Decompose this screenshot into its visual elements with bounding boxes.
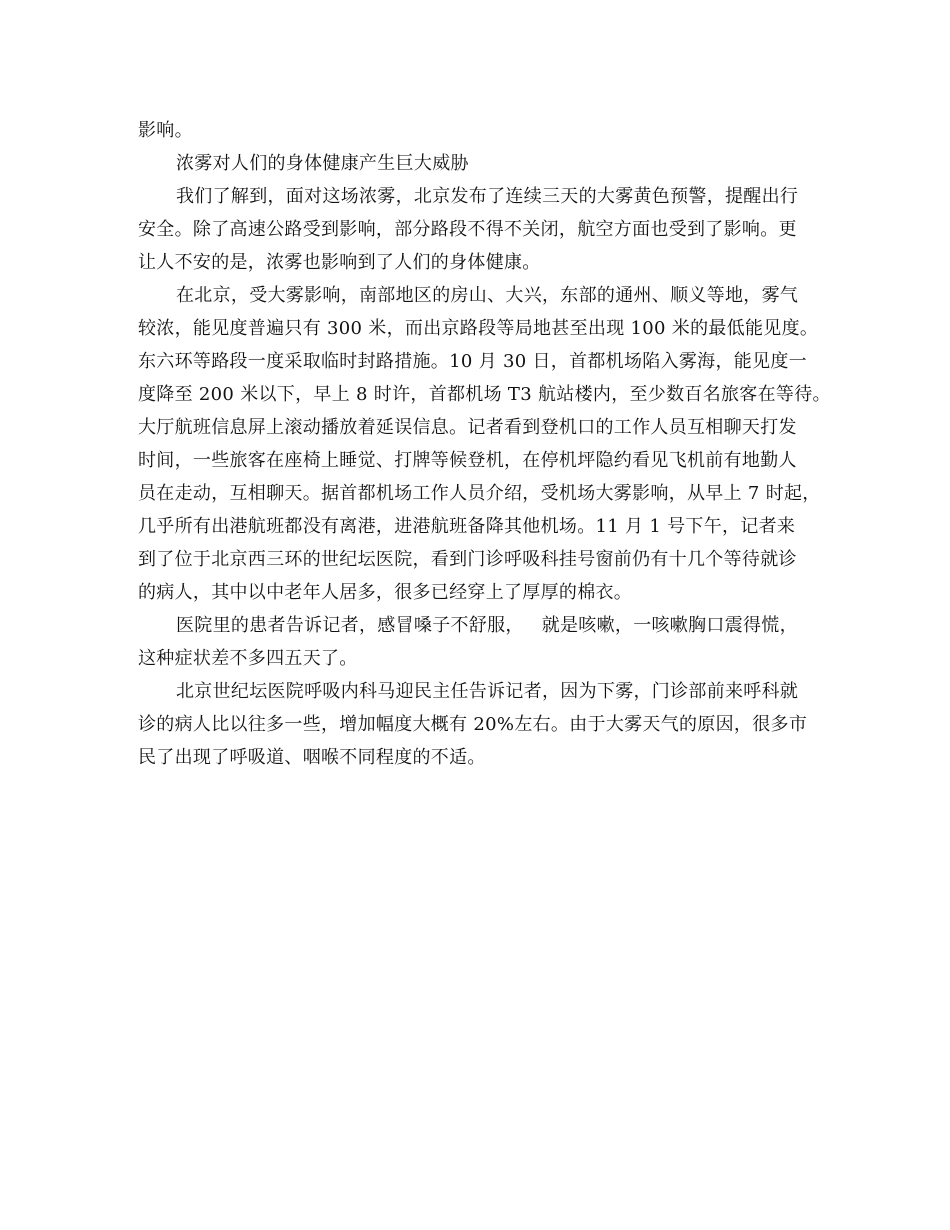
paragraph-line: 安全。除了高速公路受到影响，部分路段不得不关闭，航空方面也受到了影响。更 xyxy=(138,219,797,240)
paragraph-line: 东六环等路段一度采取临时封路措施。10 月 30 日，首都机场陷入雾海，能见度一 xyxy=(138,351,807,372)
paragraph-line: 较浓，能见度普遍只有 300 米，而出京路段等局地甚至出现 100 米的最低能见度。 xyxy=(138,318,819,339)
paragraph-line: 北京世纪坛医院呼吸内科马迎民主任告诉记者，因为下雾，门诊部前来呼科就 xyxy=(176,681,799,702)
paragraph-line: 民了出现了呼吸道、咽喉不同程度的不适。 xyxy=(138,747,486,768)
paragraph-line: 影响。 xyxy=(138,120,193,141)
section-heading: 浓雾对人们的身体健康产生巨大威胁 xyxy=(176,153,469,174)
paragraph-line: 时间，一些旅客在座椅上睡觉、打牌等候登机，在停机坪隐约看见飞机前有地勤人 xyxy=(138,450,797,471)
quote-part-1: 医院里的患者告诉记者，感冒嗓子不舒服， xyxy=(176,615,524,636)
paragraph-line: 让人不安的是，浓雾也影响到了人们的身体健康。 xyxy=(138,252,541,273)
paragraph-line: 在北京，受大雾影响，南部地区的房山、大兴，东部的通州、顺义等地，雾气 xyxy=(176,285,799,306)
paragraph-line: 我们了解到，面对这场浓雾，北京发布了连续三天的大雾黄色预警，提醒出行 xyxy=(176,186,799,207)
article-body xyxy=(138,114,831,774)
paragraph-line: 到了位于北京西三环的世纪坛医院，看到门诊呼吸科挂号窗前仍有十几个等待就诊 xyxy=(138,549,797,570)
paragraph-line: 诊的病人比以往多一些，增加幅度大概有 20%左右。由于大雾天气的原因，很多市 xyxy=(138,714,808,735)
paragraph-line: 度降至 200 米以下，早上 8 时许，首都机场 T3 航站楼内，至少数百名旅客在等待。 xyxy=(138,384,831,405)
paragraph-line: 几乎所有出港航班都没有离港，进港航班备降其他机场。11 月 1 号下午，记者来 xyxy=(138,516,796,537)
paragraph-line: 这种症状差不多四五天了。 xyxy=(138,648,358,669)
paragraph-line: 大厅航班信息屏上滚动播放着延误信息。记者看到登机口的工作人员互相聊天打发 xyxy=(138,417,797,438)
quote-part-2: 就是咳嗽，一咳嗽胸口震得慌， xyxy=(541,615,798,636)
paragraph-line: 员在走动，互相聊天。据首都机场工作人员介绍，受机场大雾影响，从早上 7 时起， xyxy=(138,483,821,504)
paragraph-line: 的病人，其中以中老年人居多，很多已经穿上了厚厚的棉衣。 xyxy=(138,582,633,603)
quote-line xyxy=(138,609,826,642)
